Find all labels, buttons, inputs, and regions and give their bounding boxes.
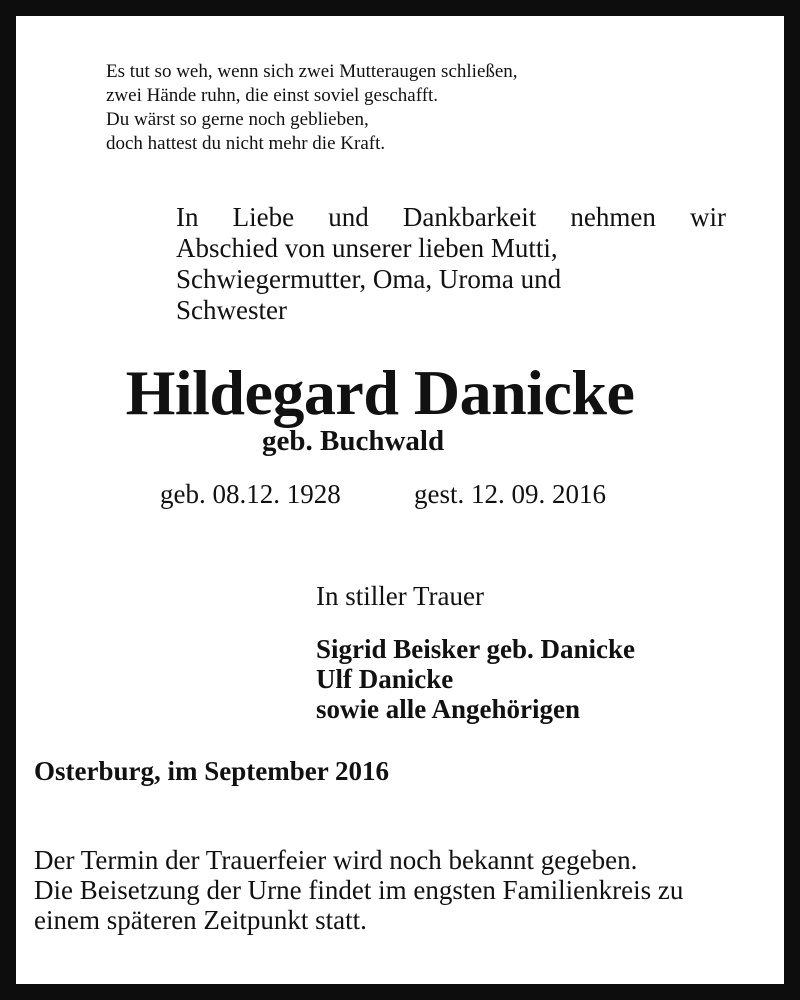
intro-line: In Liebe und Dankbarkeit nehmen wir [176, 202, 726, 232]
birth-name: geb. Buchwald [262, 425, 445, 457]
mourner-name: Sigrid Beisker geb. Danicke [316, 634, 636, 664]
death-date: gest. 12. 09. 2016 [414, 479, 606, 509]
intro-line: Schwiegermutter, Oma, Uroma und [176, 264, 562, 294]
intro-line: Abschied von unserer lieben Mutti, [176, 233, 558, 263]
notice-line: Die Beisetzung der Urne findet im engsten Familienkreis zu [34, 875, 684, 905]
poem-line: Es tut so weh, wenn sich zwei Mutteraugen schließen, [106, 61, 518, 82]
mourner-name: Ulf Danicke [316, 664, 454, 694]
poem-line: Du wärst so gerne noch geblieben, [106, 109, 369, 130]
place-and-date: Osterburg, im September 2016 [34, 756, 389, 786]
mourner-name: sowie alle Angehörigen [316, 694, 580, 724]
poem-line: doch hattest du nicht mehr die Kraft. [106, 133, 386, 154]
mourning-heading: In stiller Trauer [316, 581, 484, 611]
intro-line: Schwester [176, 295, 287, 325]
funeral-notice [34, 845, 683, 935]
intro-text [176, 202, 726, 326]
poem-line: zwei Hände ruhn, die einst soviel geschafft. [106, 85, 439, 106]
notice-line: Der Termin der Trauerfeier wird noch bekannt gegeben. [34, 845, 638, 875]
poem [106, 60, 518, 156]
deceased-name-row [0, 355, 800, 431]
notice-line: einem späteren Zeitpunkt statt. [34, 905, 367, 935]
mourners-list [316, 634, 635, 724]
deceased-name: Hildegard Danicke [125, 357, 635, 428]
birth-date: geb. 08.12. 1928 [160, 479, 341, 509]
